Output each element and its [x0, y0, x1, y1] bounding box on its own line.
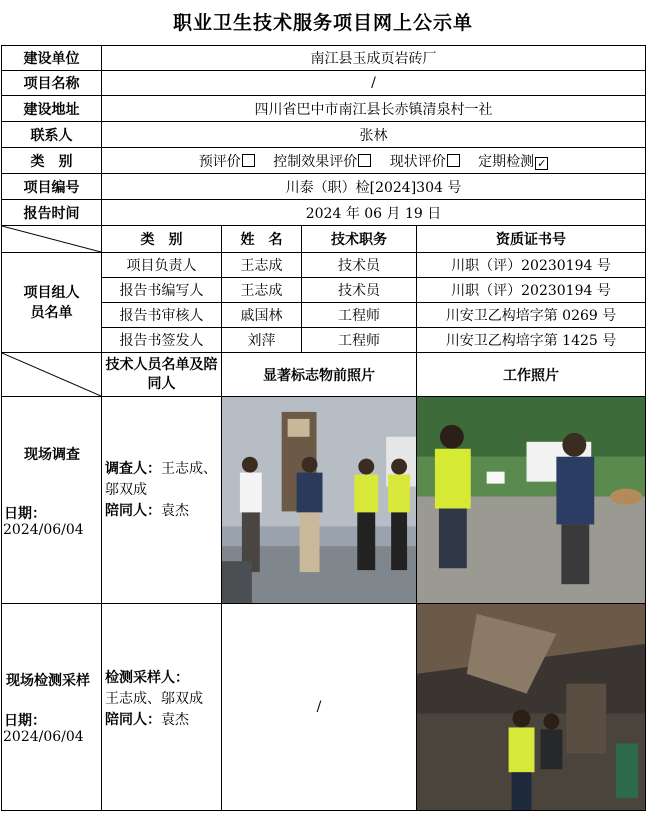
team-row — [2, 253, 646, 278]
construction-unit-value: 南江县玉成页岩砖厂 — [102, 46, 646, 71]
sampling-escort: 袁杰 — [161, 712, 189, 729]
team-cert: 川安卫乙构培字第 0269 号 — [417, 303, 646, 328]
option-periodic-label: 定期检测 — [478, 153, 535, 170]
team-cert: 川职（评）20230194 号 — [417, 253, 646, 278]
row-project-name — [2, 71, 646, 96]
project-no-label: 项目编号 — [2, 174, 102, 200]
sampling-people — [102, 604, 222, 811]
sampling-date: 2024/06/04 — [3, 729, 84, 746]
team-name: 王志成 — [222, 253, 302, 278]
team-role: 报告书编写人 — [102, 278, 222, 303]
sampling-title: 现场检测采样 — [6, 673, 90, 690]
sampler-label: 检测采样人： — [105, 670, 189, 687]
contact-label: 联系人 — [2, 122, 102, 148]
contact-value: 张林 — [102, 122, 646, 148]
address-value: 四川省巴中市南江县长赤镇清泉村一社 — [102, 96, 646, 122]
diagonal-line — [2, 353, 101, 396]
team-role: 报告书签发人 — [102, 328, 222, 353]
option-pre-eval-label: 预评价 — [198, 153, 241, 170]
disclosure-form — [1, 45, 646, 811]
team-title: 工程师 — [302, 328, 417, 353]
project-name-label: 项目名称 — [2, 71, 102, 96]
sampling-section — [2, 604, 102, 811]
row-project-no — [2, 174, 646, 200]
survey-row — [2, 397, 646, 604]
team-cert: 川安卫乙构培字第 1425 号 — [417, 328, 646, 353]
team-title: 工程师 — [302, 303, 417, 328]
project-name-value: / — [102, 71, 646, 96]
row-construction-unit — [2, 46, 646, 71]
sampling-photo-image — [417, 604, 645, 810]
team-role: 项目负责人 — [102, 253, 222, 278]
surveyor-names: 王志成、邬双成 — [105, 461, 217, 498]
survey-section — [2, 397, 102, 604]
team-name: 王志成 — [222, 278, 302, 303]
option-control-eval-checkbox[interactable] — [358, 154, 371, 167]
sampling-escort-label: 陪同人： — [105, 712, 161, 729]
survey-landmark-photo — [222, 397, 417, 604]
category-options — [102, 148, 646, 174]
team-role: 报告书审核人 — [102, 303, 222, 328]
row-report-time — [2, 200, 646, 226]
team-title: 技术员 — [302, 278, 417, 303]
staff-header: 技术人员名单及陪同人 — [102, 353, 222, 397]
survey-people — [102, 397, 222, 604]
team-header-title: 技术职务 — [302, 226, 417, 253]
team-name: 戚国林 — [222, 303, 302, 328]
row-category — [2, 148, 646, 174]
diagonal-cell — [2, 353, 102, 397]
report-time-label: 报告时间 — [2, 200, 102, 226]
diagonal-line — [2, 226, 101, 252]
row-contact — [2, 122, 646, 148]
construction-unit-label: 建设单位 — [2, 46, 102, 71]
survey-escort: 袁杰 — [161, 503, 189, 519]
work-photo-image — [417, 397, 645, 603]
diagonal-cell — [2, 226, 102, 253]
team-header-name: 姓 名 — [222, 226, 302, 253]
sampler-names: 王志成、邬双成 — [105, 691, 203, 708]
option-pre-eval-checkbox[interactable] — [242, 154, 255, 167]
work-photo-header: 工作照片 — [417, 353, 646, 397]
photo-header-row — [2, 353, 646, 397]
landmark-header: 显著标志物前照片 — [222, 353, 417, 397]
category-label: 类 别 — [2, 148, 102, 174]
sampling-date-label: 日期： — [4, 713, 46, 730]
team-title: 技术员 — [302, 253, 417, 278]
address-label: 建设地址 — [2, 96, 102, 122]
option-status-eval-checkbox[interactable] — [447, 154, 460, 167]
report-time-value: 2024 年 06 月 19 日 — [102, 200, 646, 226]
survey-date-label: 日期： — [4, 506, 46, 522]
team-header-role: 类 别 — [102, 226, 222, 253]
option-control-eval-label: 控制效果评价 — [273, 153, 358, 170]
survey-date: 2024/06/04 — [3, 522, 84, 538]
team-header-cert: 资质证书号 — [417, 226, 646, 253]
survey-work-photo — [417, 397, 646, 604]
option-periodic-checkbox[interactable]: ✓ — [537, 156, 547, 170]
team-name: 刘萍 — [222, 328, 302, 353]
sampling-landmark-photo: / — [222, 604, 417, 811]
sampling-work-photo — [417, 604, 646, 811]
survey-escort-label: 陪同人： — [105, 503, 161, 519]
page-title: 职业卫生技术服务项目网上公示单 — [172, 12, 473, 34]
sampling-row — [2, 604, 646, 811]
surveyor-label: 调查人： — [105, 461, 161, 477]
survey-title: 现场调查 — [24, 447, 80, 463]
team-label: 项目组人员名单 — [2, 253, 102, 353]
team-cert: 川职（评）20230194 号 — [417, 278, 646, 303]
row-address — [2, 96, 646, 122]
option-status-eval-label: 现状评价 — [389, 153, 446, 170]
landmark-photo-image — [222, 397, 416, 603]
team-header-row — [2, 226, 646, 253]
project-no-value: 川泰（职）检[2024]304 号 — [102, 174, 646, 200]
